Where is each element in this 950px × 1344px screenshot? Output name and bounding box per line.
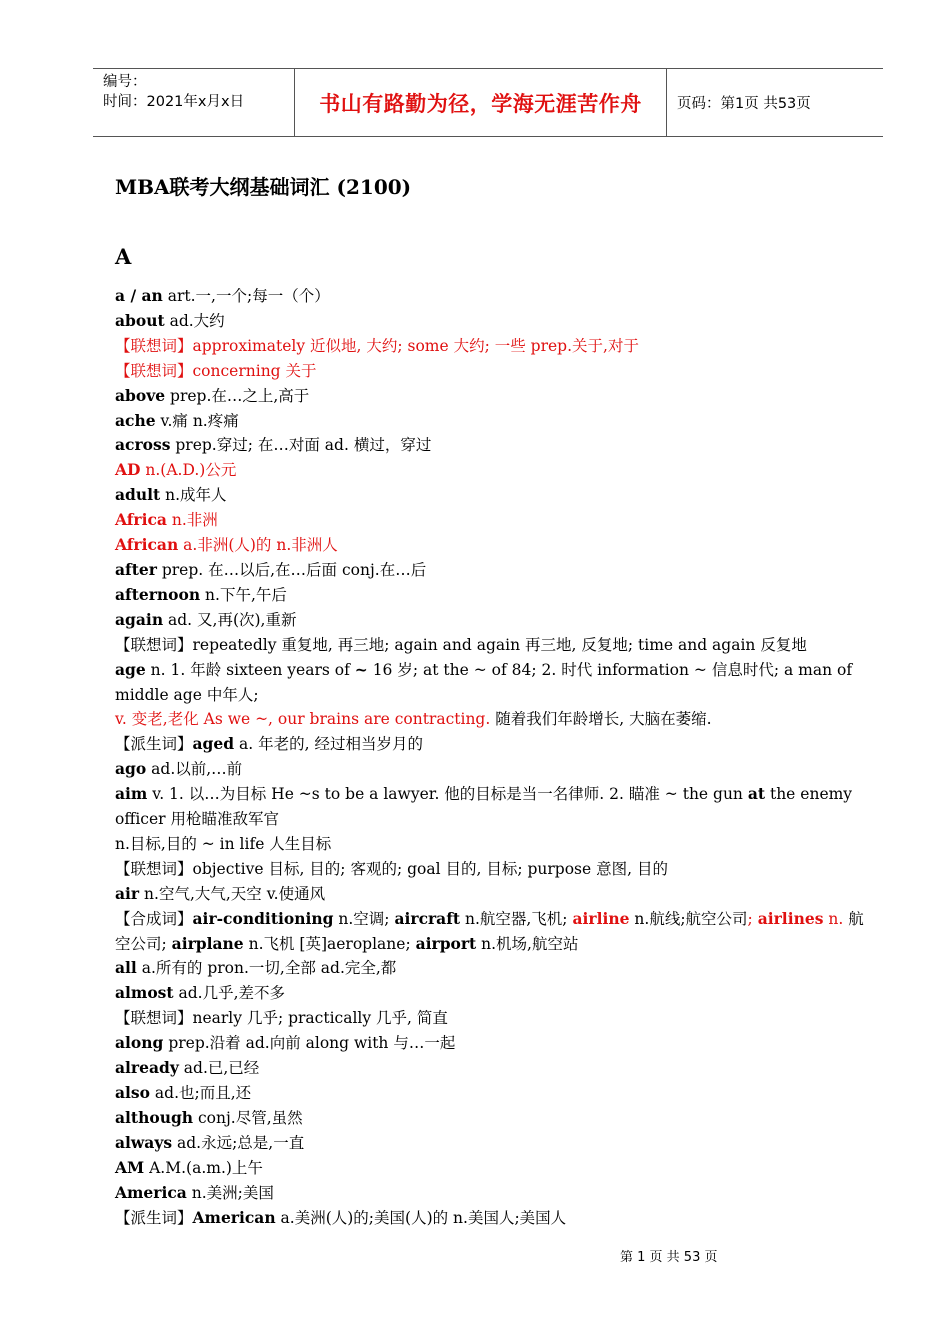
entry-text: n.机场,航空站 xyxy=(476,934,579,953)
entry-text: conj.尽管,虽然 xyxy=(193,1108,303,1127)
vocab-entry xyxy=(115,608,867,633)
vocab-entry xyxy=(115,1206,867,1231)
entry-text: a. 年老的, 经过相当岁月的 xyxy=(234,735,423,754)
entry-headword: about xyxy=(115,310,165,330)
entry-headword: ago xyxy=(115,759,147,779)
entry-text: v.痛 n.疼痛 xyxy=(155,411,239,430)
document-title: MBA联考大纲基础词汇 (2100) xyxy=(115,175,412,199)
entry-headword: although xyxy=(115,1107,194,1127)
vocab-entry xyxy=(115,409,867,434)
page-footer: 第 1 页 共 53 页 xyxy=(620,1250,718,1265)
vocab-entry xyxy=(115,757,867,782)
entry-headword: ~ xyxy=(354,659,368,679)
vocab-entry xyxy=(115,583,867,608)
vocab-entry xyxy=(115,1056,867,1081)
entry-headword: airlines xyxy=(757,908,824,928)
vocab-entry xyxy=(115,1081,867,1106)
entry-text: a.非洲(人)的 n.非洲人 xyxy=(178,536,338,555)
entry-headword: afternoon xyxy=(115,584,201,604)
vocab-entry xyxy=(115,782,867,832)
entry-text: 【联想词】approximately 近似地, 大约; some 大约; 一些 prep.关于,对于 xyxy=(115,336,639,355)
entry-text: 【联想词】concerning 关于 xyxy=(115,361,317,380)
entry-headword: after xyxy=(115,559,157,579)
entry-text: n.非洲 xyxy=(166,511,218,530)
vocab-entry xyxy=(115,458,867,483)
entry-text: n.空气,大气,天空 v.使通风 xyxy=(139,884,326,903)
vocab-entry xyxy=(115,384,867,409)
entry-text: ad.已,已经 xyxy=(178,1059,260,1078)
entry-text: the enemy officer 用枪瞄准敌军官 xyxy=(115,785,853,829)
entry-headword: age xyxy=(115,659,146,679)
entry-headword: ache xyxy=(115,410,156,430)
vocab-entry xyxy=(115,508,867,533)
entry-text: n.目标,目的 ~ in life 人生目标 xyxy=(115,834,332,853)
vocabulary-list xyxy=(115,284,867,1230)
vocab-entry xyxy=(115,359,867,384)
header-motto: 书山有路勤为径，学海无涯苦作舟 xyxy=(294,69,667,136)
vocab-entry xyxy=(115,1106,867,1131)
entry-text: 航空公司; xyxy=(115,909,864,953)
entry-text: n.下午,午后 xyxy=(200,585,287,604)
entry-headword: aim xyxy=(115,784,148,804)
entry-headword: across xyxy=(115,435,171,455)
vocab-entry xyxy=(115,284,867,309)
entry-text: 【派生词】 xyxy=(115,735,193,754)
entry-headword: again xyxy=(115,609,164,629)
entry-text: n.空调; xyxy=(333,909,395,928)
entry-headword: air xyxy=(115,883,140,903)
vocab-entry xyxy=(115,309,867,334)
entry-text: v. 1. 以…为目标 He ~s to be a lawyer. 他的目标是当一名律师. 2. 瞄准 ~ the gun xyxy=(147,785,748,804)
entry-headword: at xyxy=(747,784,766,804)
entry-text: prep.在…之上,高于 xyxy=(165,386,310,405)
entry-headword: above xyxy=(115,385,166,405)
entry-text: 16 岁; at the ~ of 84; 2. 时代 information ~ 信息时代; a man of middle age 中年人; xyxy=(115,660,853,704)
entry-headword: aged xyxy=(192,734,235,754)
vocab-entry xyxy=(115,981,867,1006)
entry-text: a.美洲(人)的;美国(人)的 n.美国人;美国人 xyxy=(275,1208,567,1227)
entry-text: n.航线;航空公司 xyxy=(629,909,748,928)
vocab-entry xyxy=(115,558,867,583)
entry-text: n.(A.D.)公元 xyxy=(140,461,237,480)
entry-text: art.一,一个;每一（个） xyxy=(162,287,330,305)
entry-text: ad.以前,…前 xyxy=(146,760,243,779)
vocab-entry xyxy=(115,334,867,359)
entry-text: ; xyxy=(747,909,758,928)
entry-headword: airplane xyxy=(171,933,244,953)
entry-headword: Africa xyxy=(115,510,167,530)
entry-text: 【联想词】objective 目标, 目的; 客观的; goal 目的, 目标; purpose 意图, 目的 xyxy=(115,859,668,878)
entry-headword: AD xyxy=(115,460,141,480)
entry-headword: African xyxy=(115,535,179,555)
section-letter: A xyxy=(115,244,132,269)
entry-text: 随着我们年龄增长, 大脑在萎缩. xyxy=(490,710,712,729)
entry-text: n.成年人 xyxy=(160,486,227,505)
entry-headword: air-conditioning xyxy=(192,908,334,928)
entry-text: a.所有的 pron.一切,全部 ad.完全,都 xyxy=(136,959,397,978)
entry-headword: almost xyxy=(115,983,174,1003)
vocab-entry xyxy=(115,857,867,882)
entry-headword: along xyxy=(115,1033,164,1053)
entry-text: A.M.(a.m.)上午 xyxy=(144,1158,263,1177)
entry-text: v. 变老,老化 As we ~, our brains are contracting. xyxy=(115,710,491,729)
entry-headword: always xyxy=(115,1132,173,1152)
entry-headword: America xyxy=(115,1182,187,1202)
entry-text: ad.也;而且,还 xyxy=(150,1084,252,1102)
entry-text: prep.穿过; 在…对面 ad. 横过，穿过 xyxy=(170,436,432,455)
entry-headword: already xyxy=(115,1058,179,1078)
entry-headword: airport xyxy=(415,933,477,953)
entry-headword: a / an xyxy=(115,286,163,305)
vocab-entry xyxy=(115,832,867,857)
entry-headword: adult xyxy=(115,485,161,505)
header-page-info: 页码：第1页 共53页 xyxy=(677,96,811,112)
vocab-entry xyxy=(115,732,867,757)
entry-text: ad.永远;总是,一直 xyxy=(172,1133,305,1152)
number-label: 编号： xyxy=(103,74,147,90)
vocab-entry xyxy=(115,1131,867,1156)
vocab-entry xyxy=(115,956,867,981)
vocab-entry xyxy=(115,882,867,907)
entry-text: prep. 在…以后,在…后面 conj.在…后 xyxy=(156,560,427,579)
entry-headword: American xyxy=(192,1207,276,1227)
vocab-entry xyxy=(115,1031,867,1056)
vocab-entry xyxy=(115,658,867,708)
header-meta xyxy=(93,69,294,136)
vocab-entry xyxy=(115,907,867,957)
entry-headword: also xyxy=(115,1083,150,1102)
entry-text: ad.几乎,差不多 xyxy=(173,984,286,1003)
entry-text: n. 1. 年龄 sixteen years of xyxy=(145,660,355,679)
entry-headword: airline xyxy=(572,908,630,928)
entry-text: n.航空器,飞机; xyxy=(460,909,573,928)
vocab-entry xyxy=(115,433,867,458)
page-header xyxy=(93,68,883,137)
entry-headword: aircraft xyxy=(394,908,461,928)
entry-headword: all xyxy=(115,958,137,978)
entry-text: n. xyxy=(823,909,844,928)
vocab-entry xyxy=(115,1006,867,1031)
entry-text: 【联想词】nearly 几乎; practically 几乎, 简直 xyxy=(115,1009,448,1028)
vocab-entry xyxy=(115,533,867,558)
vocab-entry xyxy=(115,707,867,732)
entry-text: ad.大约 xyxy=(164,311,225,330)
entry-text: ad. 又,再(次),重新 xyxy=(163,610,297,629)
entry-text: n.飞机 [英]aeroplane; xyxy=(243,934,416,953)
vocab-entry xyxy=(115,1156,867,1181)
vocab-entry xyxy=(115,1181,867,1206)
entry-headword: AM xyxy=(115,1157,145,1177)
entry-text: prep.沿着 ad.向前 along with 与…一起 xyxy=(163,1034,456,1053)
entry-text: 【合成词】 xyxy=(115,909,193,928)
entry-text: 【派生词】 xyxy=(115,1208,193,1227)
vocab-entry xyxy=(115,633,867,658)
entry-text: n.美洲;美国 xyxy=(186,1183,274,1202)
time-label: 时间：2021年x月x日 xyxy=(103,94,245,110)
entry-text: 【联想词】repeatedly 重复地, 再三地; again and again 再三地, 反复地; time and again 反复地 xyxy=(115,635,807,654)
vocab-entry xyxy=(115,483,867,508)
